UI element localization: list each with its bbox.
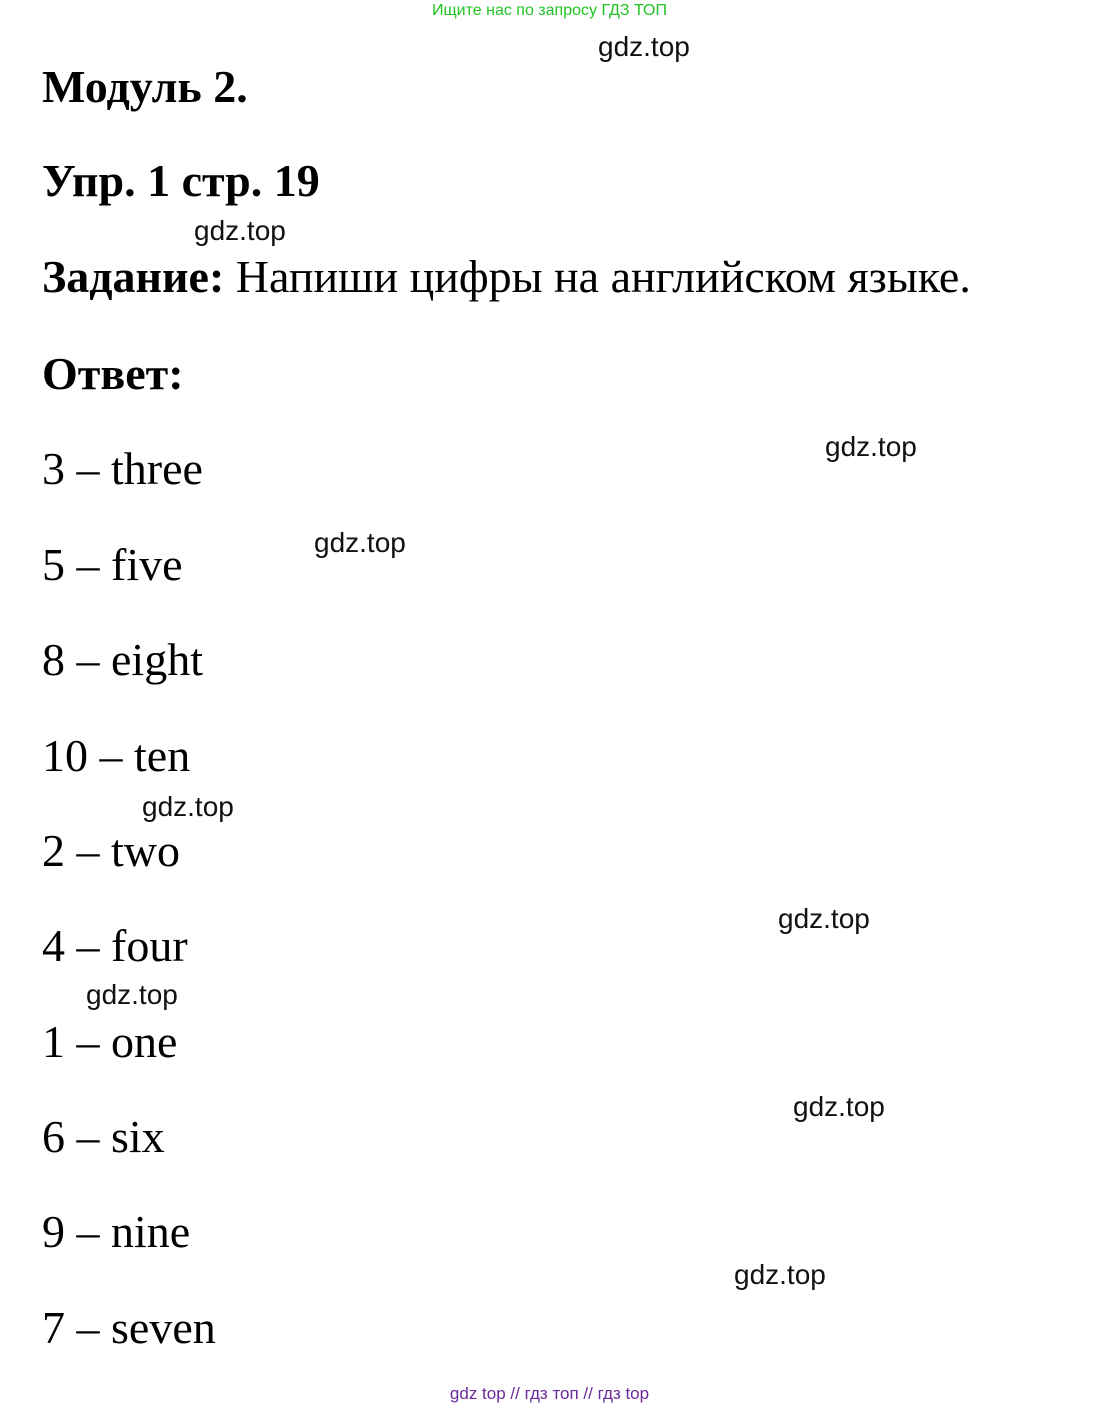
watermark: gdz.top [86,979,178,1010]
answer-heading: Ответ: [42,348,184,399]
answer-item: 10 – ten [42,730,191,781]
answer-item: 1 – one [42,1016,178,1067]
task-line [42,251,971,302]
watermark: gdz.top [194,215,286,246]
task-label: Задание: [42,251,225,302]
watermark: gdz.top [142,791,234,822]
answer-item: 8 – eight [42,634,203,685]
watermark: gdz.top [598,31,690,62]
answer-item: 4 – four [42,920,188,971]
exercise-title: Упр. 1 стр. 19 [42,155,320,206]
answer-item: 5 – five [42,539,183,590]
answer-item: 9 – nine [42,1206,191,1257]
watermark: gdz.top [825,431,917,462]
watermark: gdz.top [734,1259,826,1290]
watermark: gdz.top [793,1091,885,1122]
module-title: Модуль 2. [42,61,248,112]
footer: gdz top // гдз топ // гдз top [449,1384,650,1403]
answer-item: 2 – two [42,825,180,876]
watermark: gdz.top [314,527,406,558]
task-text: Напиши цифры на английском языке. [224,251,971,302]
answer-item: 3 – three [42,443,203,494]
answer-item: 6 – six [42,1111,165,1162]
watermark: gdz.top [778,903,870,934]
top-banner: Ищите нас по запросу ГДЗ ТОП [432,2,667,19]
answer-item: 7 – seven [42,1302,216,1353]
